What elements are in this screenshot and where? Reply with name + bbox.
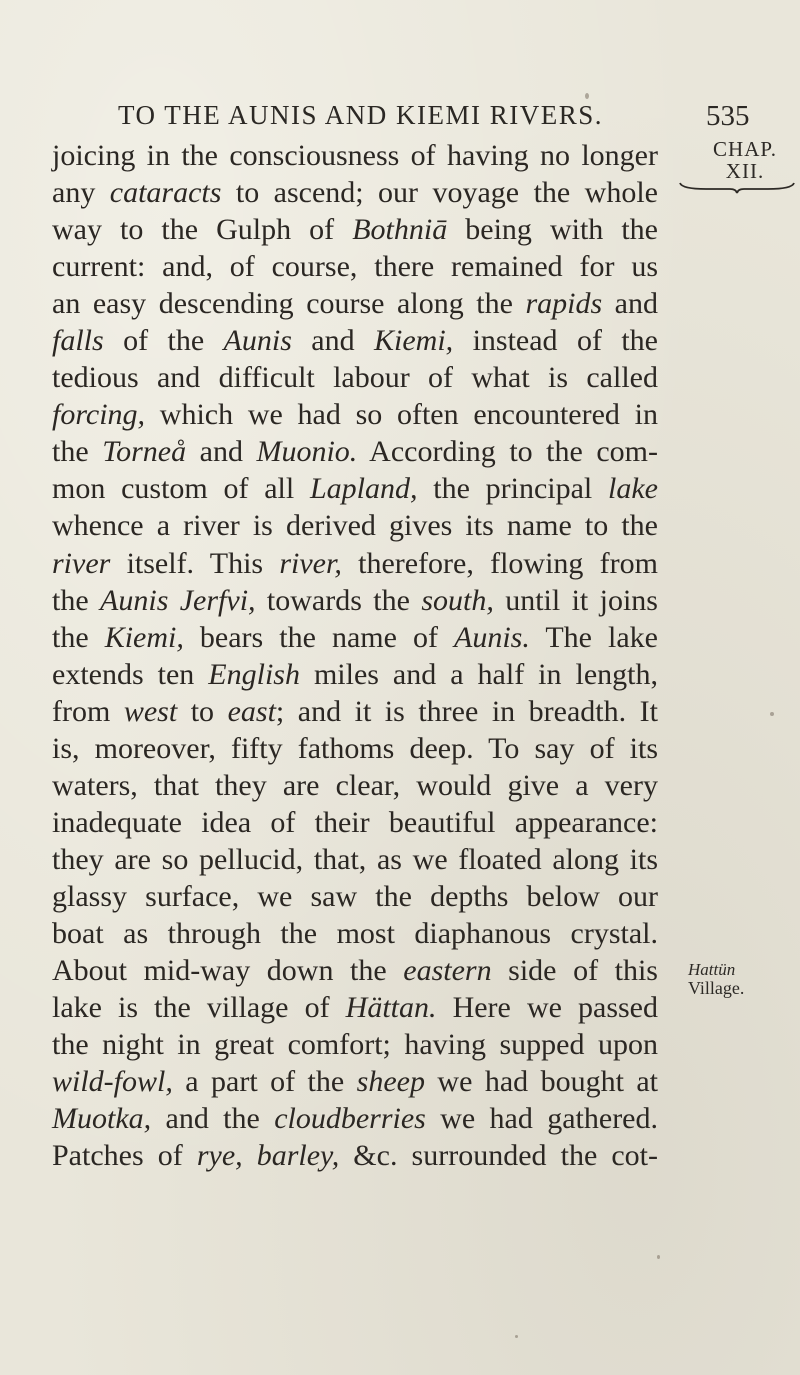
text-line — [52, 952, 658, 989]
paper-speck — [515, 1335, 518, 1338]
text-segment: rapids — [525, 287, 603, 321]
text-line — [52, 396, 658, 433]
text-segment: Torneå — [102, 435, 187, 469]
text-line — [52, 730, 658, 767]
text-segment: way to the Gulph of — [52, 213, 353, 247]
text-segment: bears the name of — [183, 620, 454, 654]
text-segment: rye, barley, — [196, 1139, 340, 1173]
text-line — [52, 619, 658, 656]
text-segment: Muonio. — [256, 435, 358, 469]
text-segment: to — [177, 694, 228, 728]
text-line — [52, 433, 658, 470]
margin-note-kind: Village. — [688, 978, 745, 998]
text-segment: Aunis Jerfvi, — [100, 583, 256, 617]
chapter-marker — [690, 138, 800, 182]
chapter-brace-icon — [678, 180, 796, 194]
text-segment: the — [52, 620, 105, 654]
paper-speck — [770, 712, 774, 716]
text-segment: and — [602, 287, 658, 321]
text-segment: joicing in the consciousness of having no longer — [52, 139, 658, 172]
text-segment: and the — [151, 1102, 275, 1136]
text-segment: falls — [52, 324, 104, 358]
text-segment: to ascend; our voyage the whole — [221, 176, 658, 210]
paper-speck — [657, 1255, 660, 1259]
text-line — [52, 1100, 658, 1137]
chapter-label: CHAP. — [713, 137, 777, 161]
paper-speck — [585, 93, 589, 99]
text-segment: forcing, — [52, 398, 146, 432]
text-line — [52, 693, 658, 730]
text-segment: cataracts — [109, 176, 222, 210]
text-line — [52, 767, 658, 804]
text-line — [52, 989, 658, 1026]
text-segment: lake is the village of — [52, 991, 346, 1025]
running-title: TO THE AUNIS AND KIEMI RIVERS. — [118, 100, 604, 130]
text-line — [52, 1063, 658, 1100]
text-segment: Aunis. — [454, 620, 530, 654]
text-line — [52, 322, 658, 359]
text-line — [52, 915, 658, 952]
text-line — [52, 507, 658, 544]
text-segment: west — [123, 694, 178, 728]
text-segment: cloudberries — [274, 1102, 426, 1136]
text-segment: English — [208, 657, 300, 691]
text-segment: from — [52, 694, 124, 728]
text-segment: we had gathered. — [425, 1102, 658, 1136]
text-segment: the night in great comfort; having supped upon — [52, 1028, 658, 1062]
text-segment: instead of the — [453, 324, 658, 358]
text-line — [52, 582, 658, 619]
text-segment: south, — [421, 583, 494, 617]
text-line — [52, 656, 658, 693]
text-segment: &c. surrounded the cot- — [339, 1139, 658, 1173]
text-segment: the — [52, 435, 103, 469]
text-line — [52, 211, 658, 248]
text-segment: towards the — [255, 583, 422, 617]
text-segment: current: and, of course, there remained for us — [52, 250, 658, 284]
text-line — [52, 470, 658, 507]
text-segment: river — [52, 546, 111, 580]
text-segment: According to the com- — [357, 435, 659, 469]
body-text — [52, 137, 658, 1174]
text-segment: The lake — [529, 620, 658, 654]
margin-note-place: Hattün — [688, 960, 736, 979]
text-segment: until it joins — [493, 583, 658, 617]
text-segment: which we had so often encountered in — [145, 398, 658, 432]
text-segment: wild-fowl, — [52, 1065, 173, 1099]
text-segment: tedious and difficult labour of what is called — [52, 361, 658, 395]
text-segment: whence a river is derived gives its name to the — [52, 509, 658, 543]
text-line — [52, 248, 658, 285]
text-segment: east — [227, 694, 276, 728]
text-segment: Lapland, — [309, 472, 418, 506]
text-line — [52, 285, 658, 322]
text-segment: side of this — [491, 954, 658, 988]
text-segment: being with the — [447, 213, 658, 247]
text-line — [52, 174, 658, 211]
text-segment: extends ten — [52, 657, 209, 691]
text-segment: and — [186, 435, 257, 469]
text-segment: ; and it is three in breadth. It — [275, 694, 658, 728]
text-segment: any — [52, 176, 110, 210]
text-segment: waters, that they are clear, would give a very — [52, 768, 658, 802]
chapter-number: XII. — [725, 159, 765, 183]
text-segment: boat as through the most diaphanous crystal. — [52, 916, 658, 950]
text-segment: Muotka, — [52, 1102, 152, 1136]
text-segment: Hättan. — [345, 991, 437, 1025]
text-segment: Here we passed — [436, 991, 658, 1025]
text-segment: therefore, flowing from — [341, 546, 658, 580]
text-segment: of the — [103, 324, 224, 358]
text-segment: Kiemi, — [104, 620, 184, 654]
text-segment: a part of the — [172, 1065, 357, 1099]
text-segment: Kiemi, — [374, 324, 454, 358]
text-line — [52, 545, 658, 582]
text-line — [52, 137, 658, 174]
text-line — [52, 841, 658, 878]
text-segment: Patches of — [52, 1139, 197, 1173]
text-segment: they are so pellucid, that, as we floated along its — [52, 842, 658, 876]
text-segment: Aunis — [223, 324, 292, 358]
text-segment: is, moreover, fifty fathoms deep. To say of its — [52, 731, 658, 765]
text-segment: an easy descending course along the — [52, 287, 526, 321]
text-segment: lake — [608, 472, 658, 506]
text-segment: eastern — [403, 954, 492, 988]
text-segment: inadequate idea of their beautiful appearance: — [52, 805, 658, 839]
page-number: 535 — [706, 100, 750, 132]
text-segment: itself. This — [110, 546, 280, 580]
text-segment: we had bought at — [424, 1065, 658, 1099]
text-line — [52, 1026, 658, 1063]
text-segment: glassy surface, we saw the depths below our — [52, 879, 658, 913]
text-segment: sheep — [356, 1065, 425, 1099]
margin-note — [688, 960, 798, 998]
text-segment: miles and a half in length, — [299, 657, 658, 691]
text-line — [52, 804, 658, 841]
text-segment: mon custom of all — [52, 472, 310, 506]
running-head — [0, 100, 800, 140]
text-line — [52, 359, 658, 396]
text-segment: river, — [279, 546, 342, 580]
text-segment: About mid-way down the — [52, 954, 404, 988]
text-segment: the — [52, 583, 101, 617]
text-line — [52, 1137, 658, 1174]
text-segment: the principal — [417, 472, 609, 506]
text-segment: and — [291, 324, 374, 358]
text-segment: Bothniā — [352, 213, 448, 247]
text-line — [52, 878, 658, 915]
